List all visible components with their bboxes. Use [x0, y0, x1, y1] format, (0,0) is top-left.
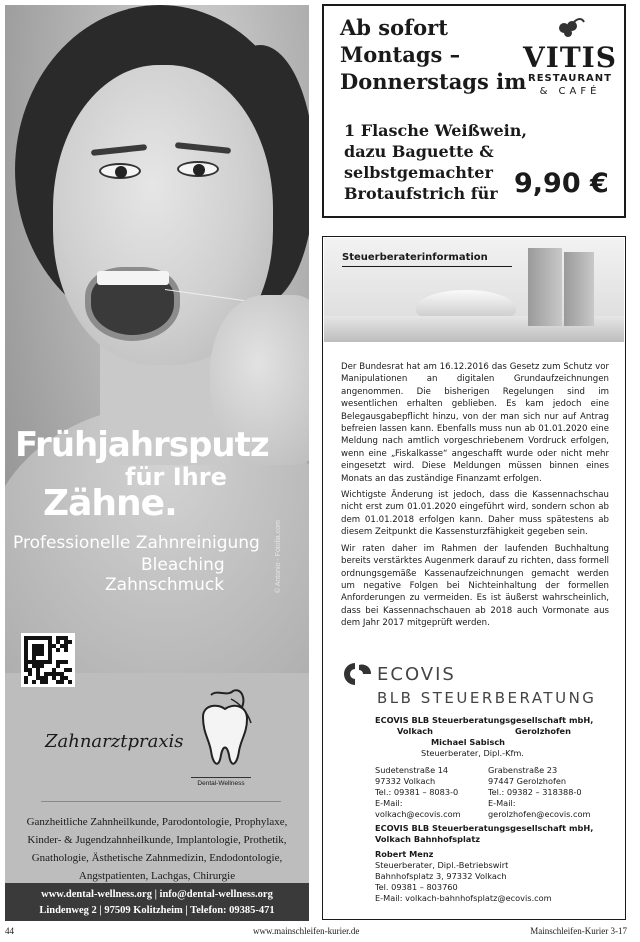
firm-name: Volkach Bahnhofsplatz [375, 834, 481, 844]
specialties-list [17, 813, 297, 885]
tax-advisor-ad [322, 236, 626, 920]
service-jewelry: Zahnschmuck [105, 575, 225, 595]
vitis-name: VITIS [523, 41, 617, 74]
offer-line: Brotaufstrich für [344, 184, 498, 203]
ecovis-brand: ECOVIS [377, 664, 456, 685]
address-line: Bahnhofsplatz 3, 97332 Volkach [375, 871, 507, 881]
vitis-price: 9,90 € [514, 168, 609, 199]
specialties-line: Kinder- & Jugendzahnheilkunde, Implantologie, Prothetik, [27, 834, 287, 846]
open-book-icon [416, 290, 516, 316]
specialties-line: Angstpatienten, Lachgas, Chirurgie [78, 870, 236, 882]
firm-volkach-bahnhofsplatz [375, 823, 615, 904]
tax-article [341, 361, 609, 634]
dental-web-email[interactable]: www.dental-wellness.org | info@dental-wellness.org [41, 889, 273, 900]
offer-line: dazu Baguette & [344, 142, 494, 161]
tax-header-image [324, 238, 624, 342]
page-number: 44 [5, 926, 14, 936]
address-line: 97447 Gerolzhofen [487, 776, 567, 786]
email-link[interactable]: E-Mail: volkach@ecovis.com [375, 798, 461, 819]
service-cleaning: Professionelle Zahnreinigung [13, 533, 260, 553]
firm-name: ECOVIS BLB Steuerberatungsgesellschaft mbH, [375, 823, 594, 833]
location-a: Volkach [397, 726, 433, 736]
phone-line: Tel.: 09382 – 318388-0 [487, 787, 582, 797]
grape-icon [550, 16, 590, 38]
dental-address-phone: Lindenweg 2 | 97509 Kolitzheim | Telefon: 09385-471 [39, 905, 275, 916]
address-line: Sudetenstraße 14 [375, 765, 449, 775]
practice-name: Zahnarztpraxis [45, 731, 184, 752]
vitis-logo [522, 16, 618, 106]
headline-line-3: Zähne. [43, 483, 177, 524]
advisor-title: Steuerberater, Dipl.-Kfm. [421, 748, 524, 758]
firm-volkach-gerolzhofen [375, 715, 615, 820]
issue-label: Mainschleifen-Kurier 3-17 [530, 926, 627, 936]
phone-line: Tel.: 09381 – 8083-0 [375, 787, 459, 797]
photo-credit: © Antonio - Fotolia.com [275, 520, 282, 593]
email-link[interactable]: E-Mail: volkach-bahnhofsplatz@ecovis.com [375, 893, 552, 903]
title-rule [342, 266, 512, 267]
address-line: 97332 Volkach [375, 776, 436, 786]
blb-brand: BLB STEUERBERATUNG [377, 689, 597, 707]
tax-title: Steuerberaterinformation [342, 252, 488, 263]
vitis-offer [344, 120, 527, 204]
book-icon [528, 248, 562, 326]
advisor-title: Steuerberater, Dipl.-Betriebswirt [375, 860, 509, 870]
advisor-name: Michael Sabisch [431, 737, 506, 747]
vitis-headline [340, 14, 526, 95]
article-paragraph: Wir raten daher im Rahmen der laufenden Buchhaltung bereits verstärktes Augenmerk darauf zu richten, dass formell ordnungsgemäße Kassenaufzeichnungen gemacht werden um negative Folgen bei Nichteinhaltung der formellen Anforderungen zu vermeiden. Es ist äußerst wahrscheinlich, dass bei Kassennachschauen ab 2018 auch Vormonate aus dem Jahr 2017 mitgeprüft werden. [341, 543, 609, 629]
dental-ad [5, 5, 309, 921]
footer-url[interactable]: www.mainschleifen-kurier.de [253, 926, 360, 936]
specialties-line: Gnathologie, Ästhetische Zahnmedizin, Endodontologie, [31, 852, 283, 864]
divider [41, 801, 281, 802]
advisor-name: Robert Menz [375, 849, 434, 859]
headline-line-1: Frühjahrsputz [15, 425, 269, 465]
location-b: Gerolzhofen [515, 726, 571, 736]
vitis-ad [322, 4, 626, 218]
vitis-headline-line: Donnerstags im [340, 69, 527, 94]
specialties-line: Ganzheitliche Zahnheilkunde, Parodontologie, Prophylaxe, [26, 816, 288, 828]
service-bleaching: Bleaching [141, 555, 225, 575]
vitis-sub-restaurant: RESTAURANT [528, 73, 612, 84]
vitis-headline-line: Montags – [340, 42, 461, 67]
ecovis-logo-icon [341, 661, 375, 687]
vitis-sub-cafe: & CAFÉ [539, 86, 601, 97]
article-paragraph: Der Bundesrat hat am 16.12.2016 das Gesetz zum Schutz vor Manipulationen an digitalen Grundaufzeichnungen angenommen. Die bisherigen Regelungen sind im wesentlichen erhalten geblieben. Es kam jedoch eine Belegausgabepflicht hinzu, von der man sich nur auf Antrag befreien lassen kann. Ebenfalls muss nun ab 01.01.2020 eine Meldung nach amtlich vorgeschriebenem Vordruck erfolgen, wenn eine „Fiskalkasse“ angeschafft wurde oder nicht mehr eingesetzt wird. Diese Meldungen müssen binnen eines Monats an das zuständige Finanzamt erfolgen. [341, 362, 609, 484]
tooth-logo-icon [197, 689, 253, 773]
headline-line-2: für Ihre [125, 463, 227, 491]
dental-contact-bar [5, 883, 309, 921]
offer-line: 1 Flasche Weißwein, [344, 121, 527, 140]
logo-caption: Dental-Wellness [191, 777, 251, 787]
firm-name: ECOVIS BLB Steuerberatungsgesellschaft mbH, [375, 715, 594, 725]
article-paragraph: Wichtigste Änderung ist jedoch, dass die Kassennachschau nicht erst zum 01.01.2020 eingeführt wird, sondern schon ab dem 01.01.2018 erfolgen kann. Daher muss spätestens ab diesem Zeitpunkt die Kassensturzfähigkeit gegeben sein. [341, 490, 609, 538]
address-line: Grabenstraße 23 [487, 765, 558, 775]
book-icon [564, 252, 594, 326]
qr-code-icon[interactable] [21, 633, 75, 687]
phone-line: Tel. 09381 – 803760 [375, 882, 458, 892]
vitis-headline-line: Ab sofort [340, 15, 448, 40]
offer-line: selbstgemachter [344, 163, 493, 182]
email-link[interactable]: E-Mail: gerolzhofen@ecovis.com [487, 798, 591, 819]
